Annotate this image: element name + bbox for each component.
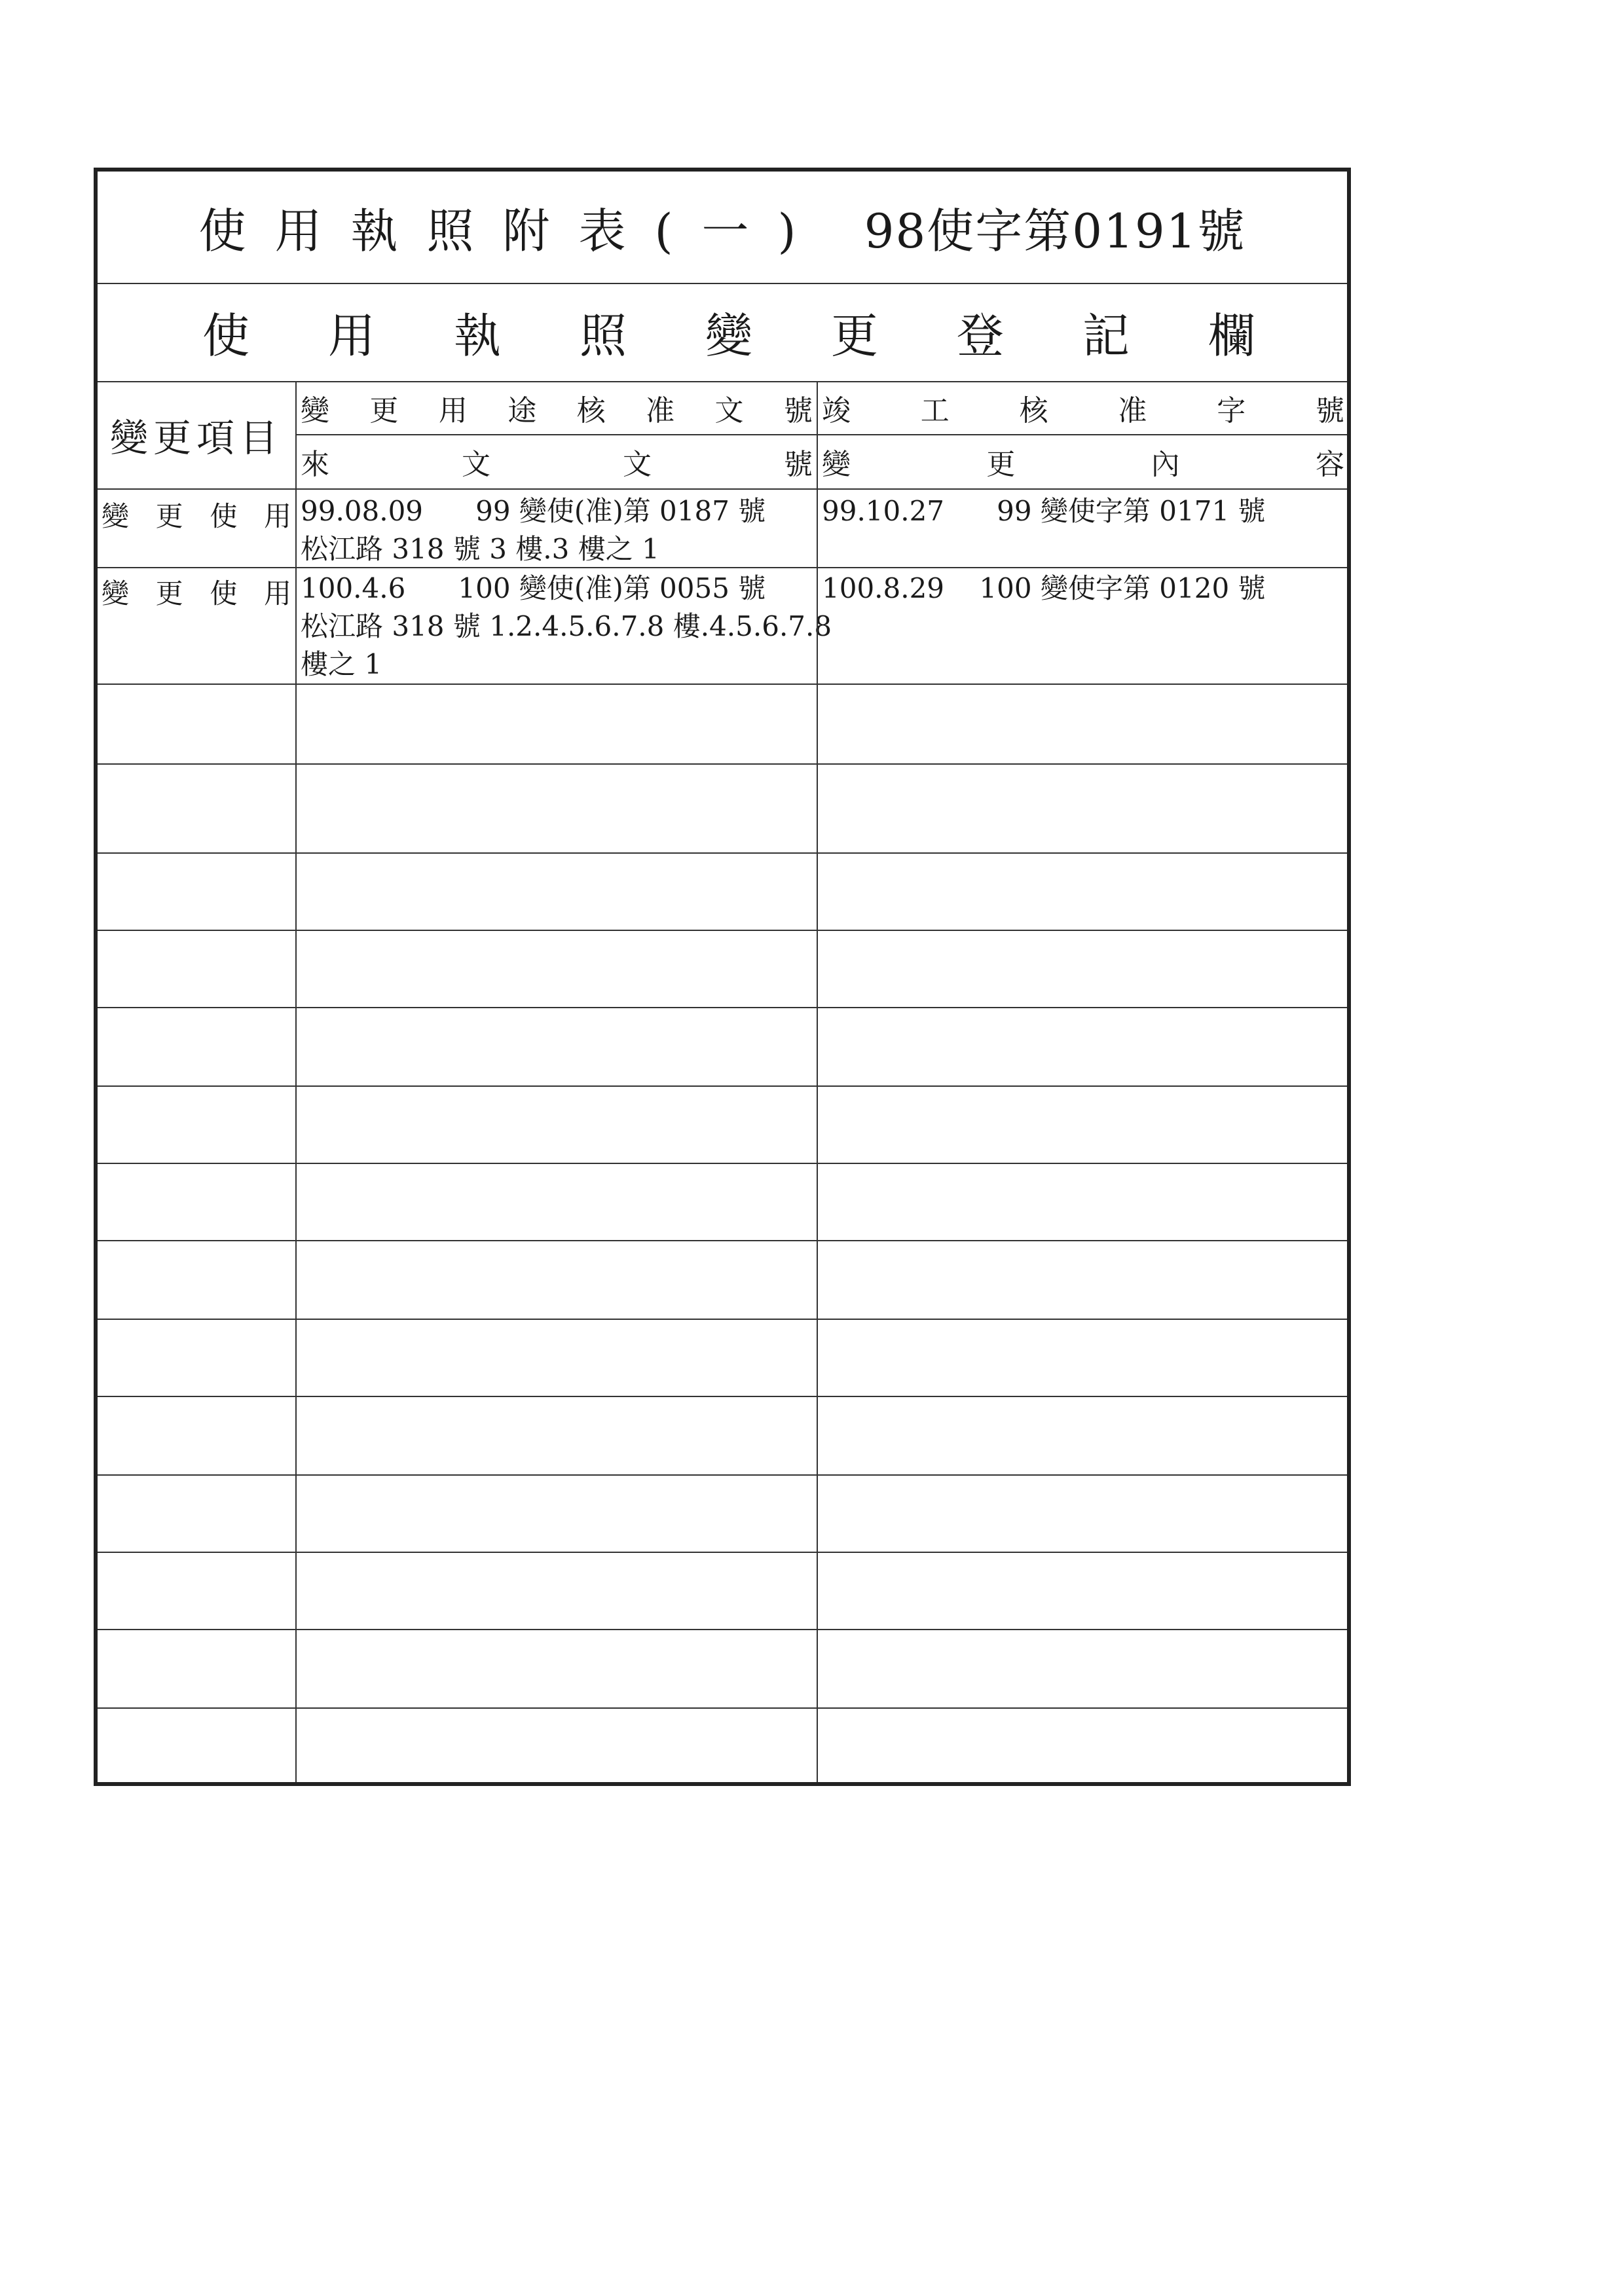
header-char: 字 (1217, 394, 1246, 428)
divider (98, 683, 1347, 685)
row1-item (101, 495, 291, 534)
header-char: 文 (623, 448, 652, 481)
header-char: 竣 (822, 394, 851, 428)
header-char: 變 (822, 448, 851, 481)
item-char: 用 (263, 500, 291, 532)
divider (98, 1163, 1347, 1164)
header-char: 文 (462, 448, 490, 481)
subtitle-char: 登 (956, 308, 1004, 363)
subtitle-char: 用 (327, 308, 375, 363)
divider (98, 852, 1347, 854)
divider (98, 1707, 1347, 1709)
divider (98, 1240, 1347, 1241)
header-char: 號 (784, 448, 813, 481)
header-char: 內 (1151, 448, 1180, 481)
form-title-left: 使用執照附表(一) (198, 204, 825, 259)
header-char: 號 (1315, 394, 1344, 428)
header-char: 更 (369, 394, 399, 428)
subtitle-char: 照 (579, 308, 627, 363)
row2-approval-doc: 100.4.6 100 變使(准)第 0055 號 (301, 572, 766, 604)
subtitle-char: 更 (830, 308, 878, 363)
header-char: 號 (783, 394, 813, 428)
divider (297, 434, 1347, 435)
row1-approval-doc: 99.08.09 99 變使(准)第 0187 號 (301, 495, 766, 527)
divider (98, 488, 1347, 490)
header-approval-doc-no (298, 382, 815, 433)
divider (98, 1007, 1347, 1008)
item-char: 更 (155, 500, 183, 532)
row2-item (101, 572, 291, 611)
row2-completion-no: 100.8.29 100 變使字第 0120 號 (822, 572, 1266, 604)
header-char: 更 (986, 448, 1016, 481)
item-char: 變 (101, 577, 130, 610)
divider (98, 1396, 1347, 1397)
row2-address: 松江路 318 號 1.2.4.5.6.7.8 樓.4.5.6.7.8 (301, 610, 832, 642)
subtitle-char: 變 (705, 308, 752, 363)
row2-address-cont: 樓之 1 (301, 648, 382, 680)
header-char: 准 (1118, 394, 1147, 428)
license-form-table (94, 168, 1351, 1786)
item-char: 使 (210, 577, 238, 610)
item-char: 更 (155, 577, 183, 610)
subtitle-char: 使 (202, 308, 250, 363)
item-char: 用 (263, 577, 291, 610)
divider (98, 1319, 1347, 1320)
row1-completion-no: 99.10.27 99 變使字第 0171 號 (822, 495, 1266, 527)
header-char: 核 (1019, 394, 1048, 428)
column-divider (817, 381, 818, 1782)
divider (98, 1085, 1347, 1087)
header-char: 容 (1315, 448, 1344, 481)
subtitle-char: 執 (453, 308, 501, 363)
divider (98, 930, 1347, 931)
divider (98, 1552, 1347, 1553)
row1-address: 松江路 318 號 3 樓.3 樓之 1 (301, 533, 659, 565)
header-change-item: 變更項目 (109, 416, 283, 460)
header-char: 用 (438, 394, 468, 428)
header-completion-approval-no (819, 382, 1347, 433)
divider (98, 567, 1347, 568)
divider (98, 763, 1347, 765)
header-char: 准 (646, 394, 675, 428)
divider (98, 1629, 1347, 1630)
subtitle-char: 欄 (1208, 308, 1255, 363)
divider (98, 1474, 1347, 1476)
header-char: 來 (301, 448, 329, 481)
header-char: 工 (920, 394, 950, 428)
form-subtitle (202, 284, 1255, 380)
header-char: 核 (576, 394, 606, 428)
item-char: 使 (210, 500, 238, 532)
header-change-content (819, 436, 1347, 487)
item-char: 變 (101, 500, 130, 532)
header-char: 文 (714, 394, 744, 428)
header-char: 途 (507, 394, 537, 428)
header-char: 變 (301, 394, 329, 428)
header-incoming-doc-no (298, 436, 815, 487)
subtitle-char: 記 (1082, 308, 1130, 363)
form-title (98, 172, 1347, 283)
form-title-number: 98使字第0191號 (864, 204, 1246, 259)
column-divider (295, 381, 297, 1782)
